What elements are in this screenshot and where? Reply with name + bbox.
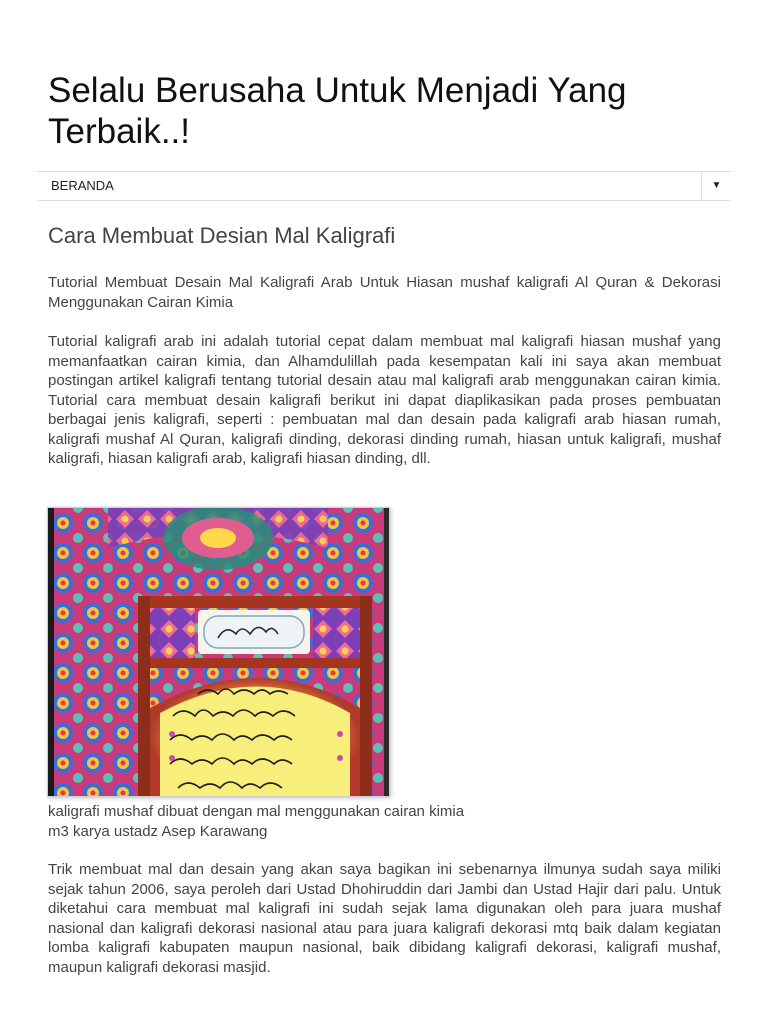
nav-dropdown-button[interactable] [701,172,731,200]
post-intro: Tutorial Membuat Desain Mal Kaligrafi Arab Untuk Hiasan mushaf kaligrafi Al Quran & Dekorasi Menggunakan Cairan Kimia [48,274,721,311]
post-paragraph-2: Trik membuat mal dan desain yang akan saya bagikan ini sebenarnya ilmunya sudah saya miliki sejak tahun 2006, saya peroleh dari Ustad Dhohiruddin dari Jambi dan Ustad Hajir dari palu. Untuk diketahui cara membuat mal kaligrafi ini sudah sejak lama digunakan oleh para juara mushaf nasional dan kaligrafi dekorasi nasional atau para juara kaligrafi dekorasi mtq baik dalam kegiatan lomba kaligrafi kabupaten maupun nasional, baik dibidang kaligrafi dekorasi, kaligrafi mushaf, maupun kaligrafi dekorasi masjid. [48,861,721,976]
post-paragraph-1: Tutorial kaligrafi arab ini adalah tutorial cepat dalam membuat mal kaligrafi hiasan mushaf yang memanfaatkan cairan kimia, dan Alhamdulillah pada kesempatan kali ini saya akan membuat postingan artikel kaligrafi tentang tutorial desain atau mal kaligrafi arab menggunakan cairan kimia. Tutorial cara membuat desain kaligrafi berikut ini dapat diaplikasikan pada proses pembuatan berbagai jenis kaligrafi, seperti : pembuatan mal dan desain pada kaligrafi arab hiasan rumah, kaligrafi mushaf Al Quran, kaligrafi dinding, dekorasi dinding rumah, hiasan untuk kaligrafi, mushaf kaligrafi, hiasan kaligrafi arab, kaligrafi hiasan dinding, dll. [48,333,721,467]
post-image[interactable] [47,507,390,797]
image-caption: kaligrafi mushaf dibuat dengan mal menggunakan cairan kimia m3 karya ustadz Asep Karawang [48,803,465,840]
chevron-down-icon: ▼ [711,180,722,191]
nav-bar [37,171,731,201]
nav-item-beranda[interactable]: BERANDA [51,178,114,193]
blog-title[interactable]: Selalu Berusaha Untuk Menjadi Yang Terbaik..! [48,71,627,151]
post-title[interactable]: Cara Membuat Desian Mal Kaligrafi [48,223,396,248]
calligraphy-illumination-image [48,508,389,796]
